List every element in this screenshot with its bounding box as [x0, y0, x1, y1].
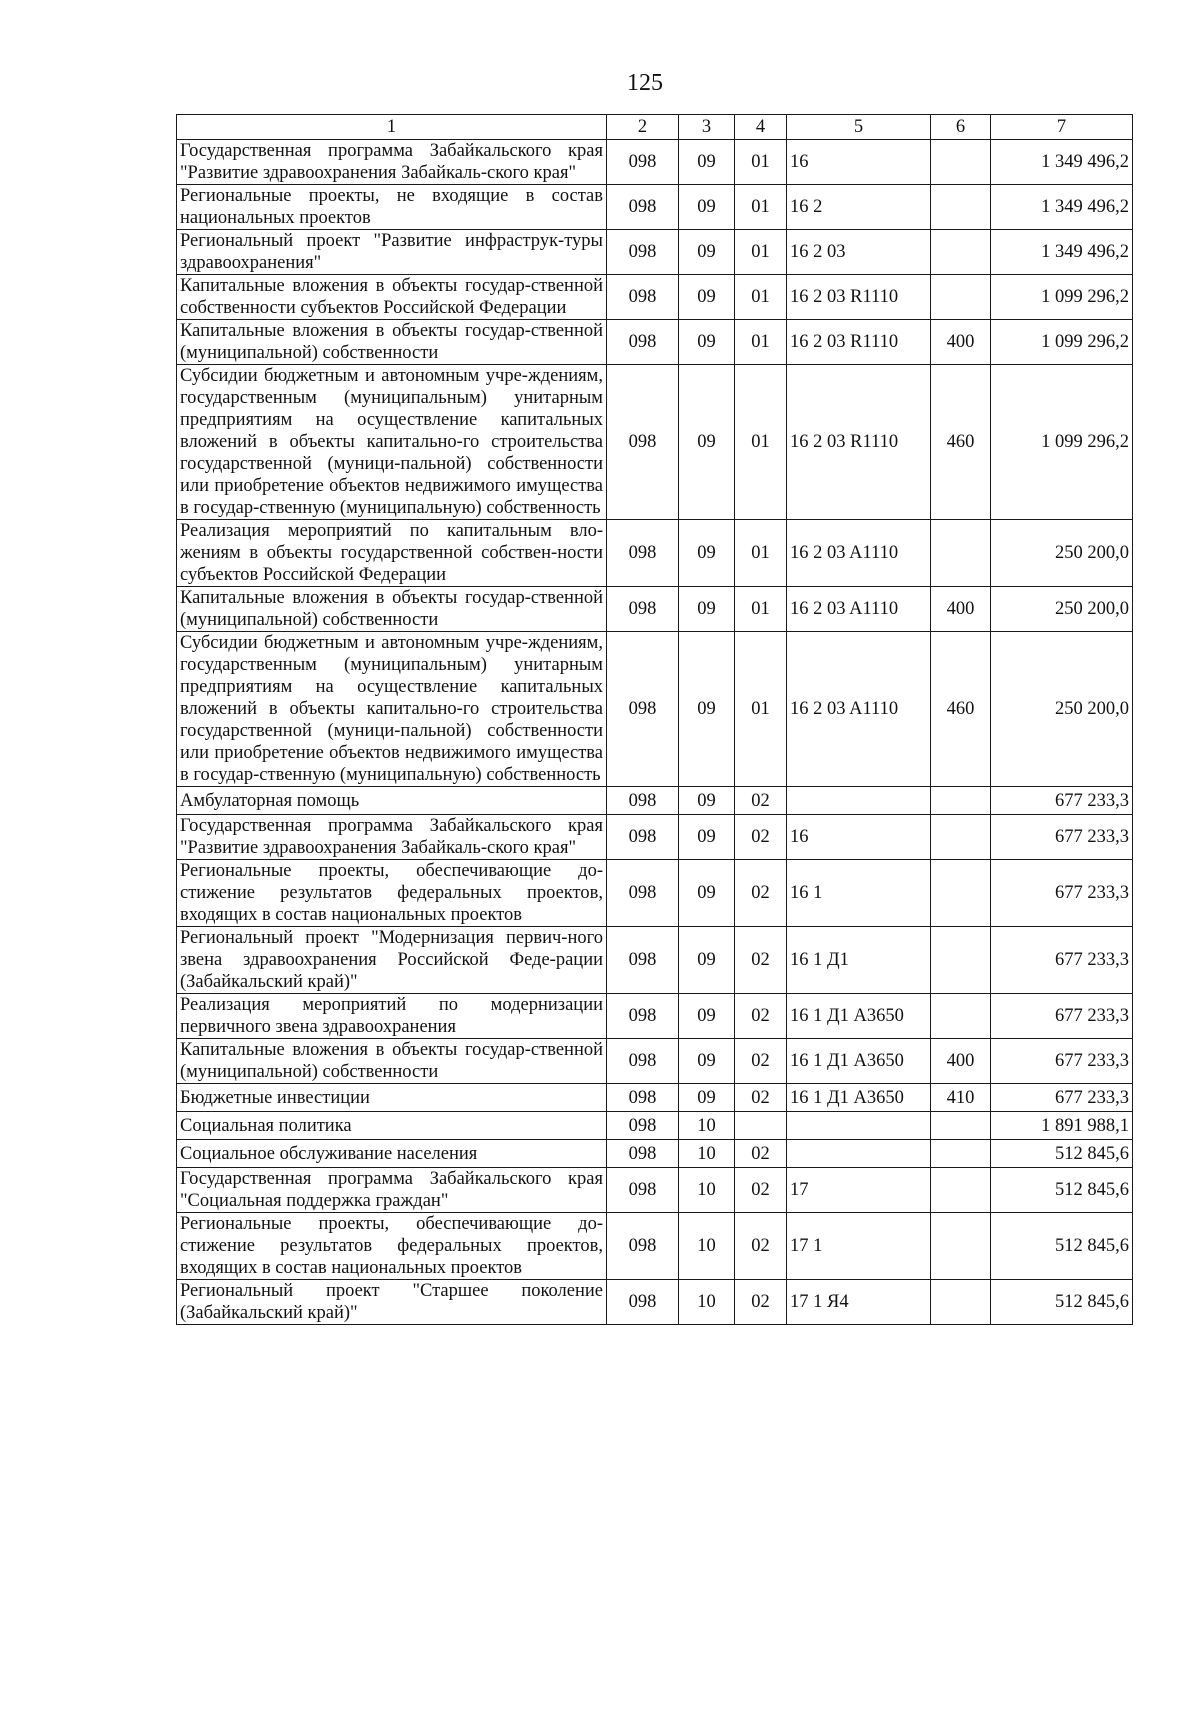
table-row: [177, 787, 1133, 815]
header-row: [177, 115, 1133, 140]
target-code-cell: 17 1 Я4: [787, 1280, 931, 1325]
row-name-cell: Капитальные вложения в объекты государ-ственной собственности субъектов Российской Федерации: [177, 275, 607, 320]
expense-type-cell: [931, 185, 991, 230]
amount-cell: 1 891 988,1: [991, 1112, 1133, 1140]
section-code-cell: 09: [679, 140, 735, 185]
target-code-cell: 16 1 Д1: [787, 927, 931, 994]
amount-cell: 677 233,3: [991, 1084, 1133, 1112]
table-row: [177, 1213, 1133, 1280]
subsection-code-cell: 01: [735, 365, 787, 520]
table-row: [177, 587, 1133, 632]
table-row: [177, 365, 1133, 520]
row-name-cell: Региональные проекты, обеспечивающие до-стижение результатов федеральных проектов, входящих в состав национальных проектов: [177, 860, 607, 927]
amount-cell: 250 200,0: [991, 587, 1133, 632]
table-row: [177, 230, 1133, 275]
expense-type-cell: [931, 994, 991, 1039]
subsection-code-cell: 02: [735, 860, 787, 927]
target-code-cell: 16 2: [787, 185, 931, 230]
column-header: 6: [931, 115, 991, 140]
table-row: [177, 520, 1133, 587]
subsection-code-cell: 02: [735, 1168, 787, 1213]
table-row: [177, 1140, 1133, 1168]
subsection-code-cell: 02: [735, 1280, 787, 1325]
expense-type-cell: [931, 815, 991, 860]
section-code-cell: 09: [679, 587, 735, 632]
section-code-cell: 09: [679, 632, 735, 787]
section-code-cell: 10: [679, 1213, 735, 1280]
expense-type-cell: [931, 1168, 991, 1213]
expense-type-cell: 460: [931, 365, 991, 520]
subsection-code-cell: 01: [735, 320, 787, 365]
amount-cell: 677 233,3: [991, 994, 1133, 1039]
target-code-cell: 16 2 03 A1110: [787, 520, 931, 587]
subsection-code-cell: 02: [735, 1213, 787, 1280]
subsection-code-cell: 02: [735, 994, 787, 1039]
subsection-code-cell: 02: [735, 1140, 787, 1168]
column-header: 2: [607, 115, 679, 140]
table-row: [177, 185, 1133, 230]
amount-cell: 512 845,6: [991, 1280, 1133, 1325]
ministry-code-cell: 098: [607, 520, 679, 587]
expense-type-cell: [931, 140, 991, 185]
ministry-code-cell: 098: [607, 587, 679, 632]
expense-type-cell: [931, 520, 991, 587]
target-code-cell: 16 2 03 R1110: [787, 320, 931, 365]
ministry-code-cell: 098: [607, 787, 679, 815]
expense-type-cell: 460: [931, 632, 991, 787]
ministry-code-cell: 098: [607, 1112, 679, 1140]
amount-cell: 1 349 496,2: [991, 185, 1133, 230]
amount-cell: 677 233,3: [991, 1039, 1133, 1084]
target-code-cell: 16 1 Д1 A3650: [787, 994, 931, 1039]
section-code-cell: 09: [679, 927, 735, 994]
ministry-code-cell: 098: [607, 1140, 679, 1168]
ministry-code-cell: 098: [607, 140, 679, 185]
section-code-cell: 09: [679, 365, 735, 520]
ministry-code-cell: 098: [607, 275, 679, 320]
section-code-cell: 09: [679, 230, 735, 275]
expense-type-cell: [931, 787, 991, 815]
ministry-code-cell: 098: [607, 815, 679, 860]
target-code-cell: 17 1: [787, 1213, 931, 1280]
section-code-cell: 09: [679, 1084, 735, 1112]
column-header: 4: [735, 115, 787, 140]
amount-cell: 1 099 296,2: [991, 275, 1133, 320]
ministry-code-cell: 098: [607, 230, 679, 275]
target-code-cell: 16 2 03 R1110: [787, 365, 931, 520]
amount-cell: 677 233,3: [991, 787, 1133, 815]
subsection-code-cell: 01: [735, 230, 787, 275]
amount-cell: 677 233,3: [991, 927, 1133, 994]
target-code-cell: 16 1: [787, 860, 931, 927]
section-code-cell: 09: [679, 860, 735, 927]
ministry-code-cell: 098: [607, 632, 679, 787]
expense-type-cell: [931, 860, 991, 927]
expense-type-cell: [931, 1112, 991, 1140]
expense-type-cell: [931, 1280, 991, 1325]
amount-cell: 512 845,6: [991, 1168, 1133, 1213]
expense-type-cell: 400: [931, 320, 991, 365]
expense-type-cell: [931, 275, 991, 320]
row-name-cell: Реализация мероприятий по капитальным вло-жениям в объекты государственной собствен-ности субъектов Российской Федерации: [177, 520, 607, 587]
section-code-cell: 10: [679, 1140, 735, 1168]
row-name-cell: Государственная программа Забайкальского края "Социальная поддержка граждан": [177, 1168, 607, 1213]
ministry-code-cell: 098: [607, 927, 679, 994]
section-code-cell: 09: [679, 275, 735, 320]
table-row: [177, 1039, 1133, 1084]
subsection-code-cell: 01: [735, 140, 787, 185]
column-header: 5: [787, 115, 931, 140]
amount-cell: 512 845,6: [991, 1213, 1133, 1280]
target-code-cell: 16: [787, 815, 931, 860]
subsection-code-cell: [735, 1112, 787, 1140]
row-name-cell: Государственная программа Забайкальского края "Развитие здравоохранения Забайкаль-ского края": [177, 140, 607, 185]
ministry-code-cell: 098: [607, 1039, 679, 1084]
table-row: [177, 275, 1133, 320]
amount-cell: 1 099 296,2: [991, 365, 1133, 520]
target-code-cell: 16: [787, 140, 931, 185]
row-name-cell: Капитальные вложения в объекты государ-ственной (муниципальной) собственности: [177, 320, 607, 365]
row-name-cell: Социальное обслуживание населения: [177, 1140, 607, 1168]
row-name-cell: Социальная политика: [177, 1112, 607, 1140]
table-row: [177, 632, 1133, 787]
subsection-code-cell: 01: [735, 520, 787, 587]
row-name-cell: Региональный проект "Модернизация первич-ного звена здравоохранения Российской Феде-рации (Забайкальский край)": [177, 927, 607, 994]
ministry-code-cell: 098: [607, 860, 679, 927]
subsection-code-cell: 02: [735, 1039, 787, 1084]
subsection-code-cell: 02: [735, 1084, 787, 1112]
row-name-cell: Государственная программа Забайкальского края "Развитие здравоохранения Забайкаль-ского края": [177, 815, 607, 860]
row-name-cell: Субсидии бюджетным и автономным учре-ждениям, государственным (муниципальным) унитарным предприятиям на осуществление капитальных вложений в объекты капитально-го строительства государственной (муници-пальной) собственности или приобретение объектов недвижимого имущества в государ-ственную (муниципальную) собственность: [177, 365, 607, 520]
target-code-cell: 16 2 03 A1110: [787, 632, 931, 787]
section-code-cell: 09: [679, 1039, 735, 1084]
amount-cell: 677 233,3: [991, 860, 1133, 927]
column-header: 1: [177, 115, 607, 140]
section-code-cell: 09: [679, 520, 735, 587]
amount-cell: 1 349 496,2: [991, 140, 1133, 185]
target-code-cell: 16 2 03: [787, 230, 931, 275]
amount-cell: 1 099 296,2: [991, 320, 1133, 365]
row-name-cell: Региональные проекты, не входящие в состав национальных проектов: [177, 185, 607, 230]
expense-type-cell: [931, 1213, 991, 1280]
expense-type-cell: [931, 1140, 991, 1168]
subsection-code-cell: 01: [735, 632, 787, 787]
amount-cell: 250 200,0: [991, 632, 1133, 787]
page-number: 125: [627, 70, 663, 96]
table-row: [177, 140, 1133, 185]
ministry-code-cell: 098: [607, 1084, 679, 1112]
table-row: [177, 860, 1133, 927]
row-name-cell: Региональный проект "Развитие инфраструк-туры здравоохранения": [177, 230, 607, 275]
expense-type-cell: [931, 927, 991, 994]
expense-type-cell: 400: [931, 587, 991, 632]
expense-type-cell: [931, 230, 991, 275]
section-code-cell: 10: [679, 1168, 735, 1213]
table-row: [177, 1280, 1133, 1325]
section-code-cell: 09: [679, 815, 735, 860]
row-name-cell: Амбулаторная помощь: [177, 787, 607, 815]
row-name-cell: Субсидии бюджетным и автономным учре-ждениям, государственным (муниципальным) унитарным предприятиям на осуществление капитальных вложений в объекты капитально-го строительства государственной (муници-пальной) собственности или приобретение объектов недвижимого имущества в государ-ственную (муниципальную) собственность: [177, 632, 607, 787]
section-code-cell: 09: [679, 787, 735, 815]
ministry-code-cell: 098: [607, 1280, 679, 1325]
target-code-cell: 16 1 Д1 A3650: [787, 1084, 931, 1112]
table-row: [177, 1084, 1133, 1112]
subsection-code-cell: 02: [735, 787, 787, 815]
row-name-cell: Бюджетные инвестиции: [177, 1084, 607, 1112]
subsection-code-cell: 01: [735, 275, 787, 320]
subsection-code-cell: 02: [735, 815, 787, 860]
subsection-code-cell: 01: [735, 185, 787, 230]
ministry-code-cell: 098: [607, 1168, 679, 1213]
target-code-cell: [787, 1140, 931, 1168]
ministry-code-cell: 098: [607, 320, 679, 365]
ministry-code-cell: 098: [607, 994, 679, 1039]
budget-table: [176, 114, 1133, 1325]
row-name-cell: Региональные проекты, обеспечивающие до-стижение результатов федеральных проектов, входящих в состав национальных проектов: [177, 1213, 607, 1280]
table-row: [177, 994, 1133, 1039]
row-name-cell: Региональный проект "Старшее поколение (Забайкальский край)": [177, 1280, 607, 1325]
column-header: 7: [991, 115, 1133, 140]
subsection-code-cell: 01: [735, 587, 787, 632]
target-code-cell: [787, 1112, 931, 1140]
target-code-cell: 16 1 Д1 A3650: [787, 1039, 931, 1084]
subsection-code-cell: 02: [735, 927, 787, 994]
table-row: [177, 927, 1133, 994]
section-code-cell: 10: [679, 1112, 735, 1140]
amount-cell: 677 233,3: [991, 815, 1133, 860]
amount-cell: 1 349 496,2: [991, 230, 1133, 275]
section-code-cell: 10: [679, 1280, 735, 1325]
section-code-cell: 09: [679, 994, 735, 1039]
row-name-cell: Реализация мероприятий по модернизации первичного звена здравоохранения: [177, 994, 607, 1039]
ministry-code-cell: 098: [607, 1213, 679, 1280]
target-code-cell: 17: [787, 1168, 931, 1213]
ministry-code-cell: 098: [607, 185, 679, 230]
column-header: 3: [679, 115, 735, 140]
target-code-cell: 16 2 03 R1110: [787, 275, 931, 320]
table-row: [177, 815, 1133, 860]
ministry-code-cell: 098: [607, 365, 679, 520]
table-row: [177, 1112, 1133, 1140]
amount-cell: 250 200,0: [991, 520, 1133, 587]
table-row: [177, 320, 1133, 365]
section-code-cell: 09: [679, 185, 735, 230]
target-code-cell: 16 2 03 A1110: [787, 587, 931, 632]
table-row: [177, 1168, 1133, 1213]
section-code-cell: 09: [679, 320, 735, 365]
target-code-cell: [787, 787, 931, 815]
row-name-cell: Капитальные вложения в объекты государ-ственной (муниципальной) собственности: [177, 1039, 607, 1084]
row-name-cell: Капитальные вложения в объекты государ-ственной (муниципальной) собственности: [177, 587, 607, 632]
amount-cell: 512 845,6: [991, 1140, 1133, 1168]
expense-type-cell: 410: [931, 1084, 991, 1112]
expense-type-cell: 400: [931, 1039, 991, 1084]
